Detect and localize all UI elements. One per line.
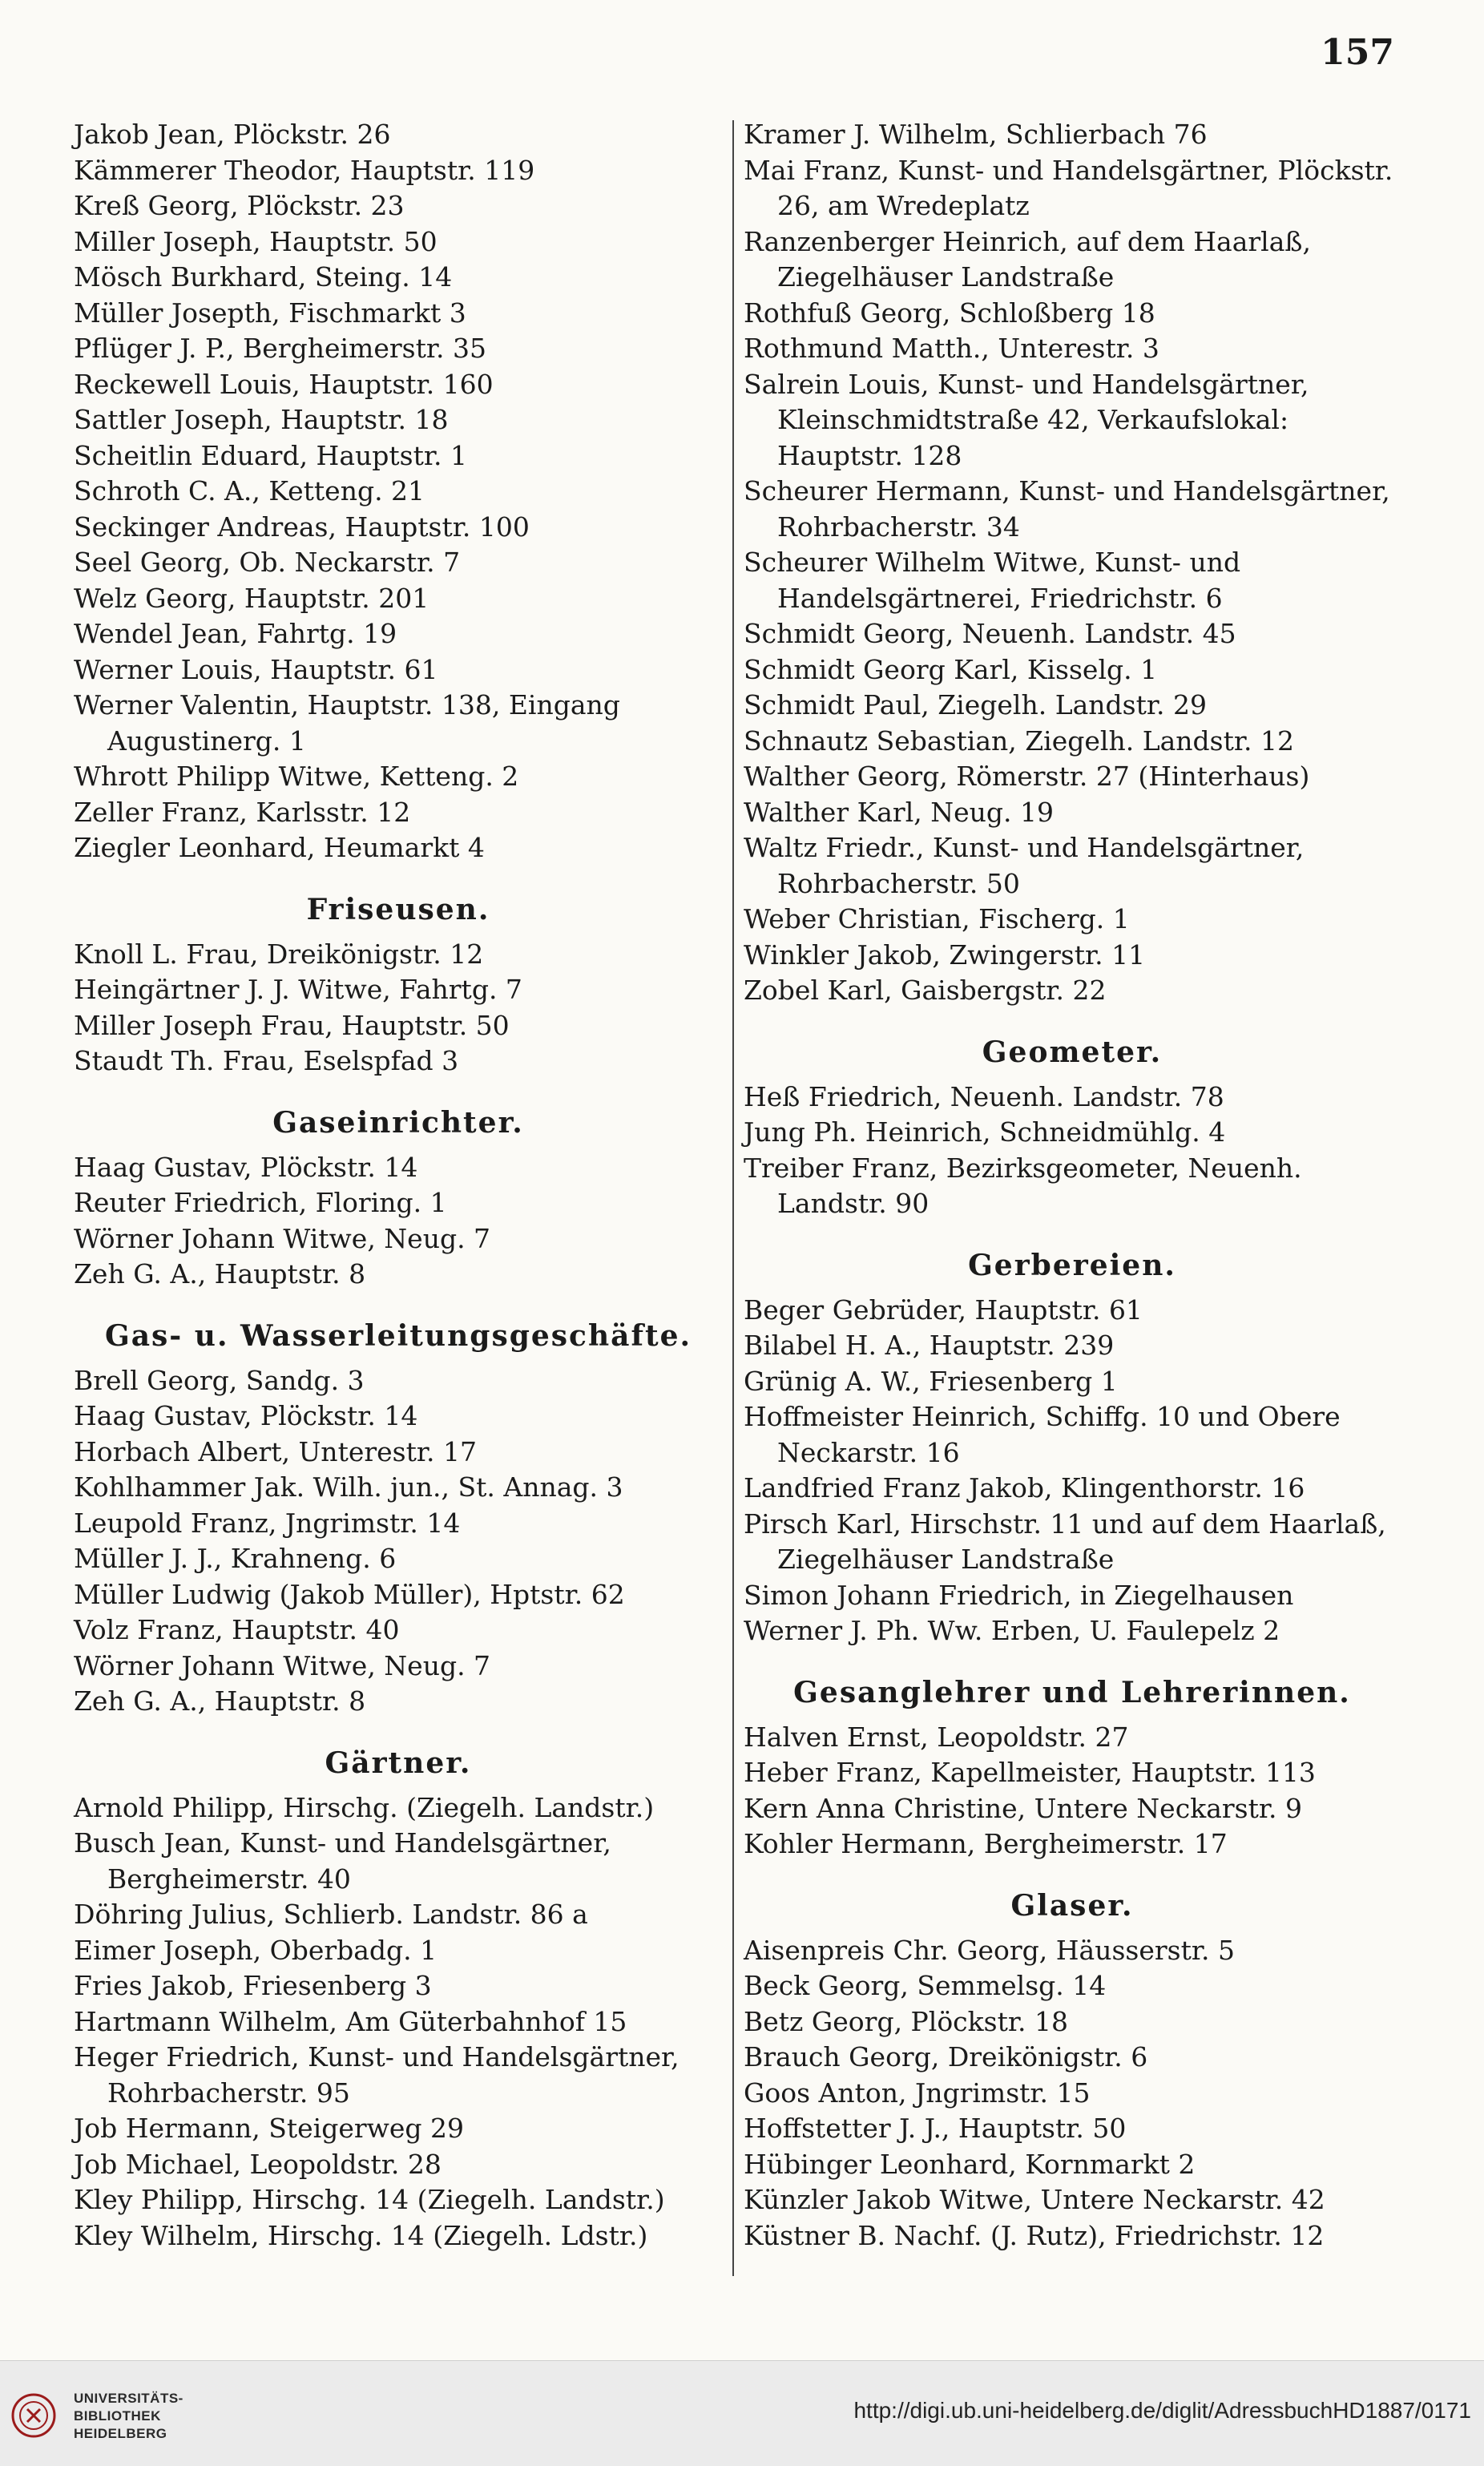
column-divider — [732, 120, 734, 2276]
directory-entry: Heß Friedrich, Neuenh. Landstr. 78 — [744, 1080, 1224, 1112]
directory-entry: Scheurer Wilhelm Witwe, Kunst- und Handelsgärtnerei, Friedrichstr. 6 — [744, 547, 1241, 614]
directory-entry: Schmidt Paul, Ziegelh. Landstr. 29 — [744, 689, 1207, 720]
directory-entry: Treiber Franz, Bezirksgeometer, Neuenh. Landstr. 90 — [744, 1152, 1302, 1219]
directory-entry: Simon Johann Friedrich, in Ziegelhausen — [744, 1579, 1294, 1611]
directory-entry: Brell Georg, Sandg. 3 — [74, 1364, 365, 1396]
directory-entry: Landfried Franz Jakob, Klingenthorstr. 16 — [744, 1472, 1305, 1503]
directory-entry: Beck Georg, Semmelsg. 14 — [744, 1970, 1107, 2001]
directory-entry: Reckewell Louis, Hauptstr. 160 — [74, 368, 494, 400]
directory-entry: Werner Louis, Hauptstr. 61 — [74, 653, 438, 685]
directory-entry: Winkler Jakob, Zwingerstr. 11 — [744, 938, 1146, 971]
directory-entry: Kreß Georg, Plöckstr. 23 — [74, 190, 405, 221]
viewer-footer — [0, 2360, 1484, 2466]
library-seal-icon — [11, 2393, 56, 2438]
directory-entry: Werner J. Ph. Ww. Erben, U. Faulepelz 2 — [744, 1615, 1280, 1646]
directory-entry: Scheurer Hermann, Kunst- und Handelsgärtner, Rohrbacherstr. 34 — [744, 475, 1390, 543]
directory-entry: Heber Franz, Kapellmeister, Hauptstr. 113 — [744, 1757, 1316, 1788]
directory-entry: Schmidt Georg Karl, Kisselg. 1 — [744, 653, 1158, 685]
directory-entry: Miller Joseph, Hauptstr. 50 — [74, 225, 438, 257]
directory-entry: Busch Jean, Kunst- und Handelsgärtner, Bergheimerstr. 40 — [74, 1827, 611, 1895]
directory-entry: Wörner Johann Witwe, Neug. 7 — [74, 1222, 491, 1254]
directory-entry: Kley Wilhelm, Hirschg. 14 (Ziegelh. Ldstr.) — [74, 2219, 648, 2251]
directory-entry: Scheitlin Eduard, Hauptstr. 1 — [74, 439, 467, 471]
directory-entry: Ranzenberger Heinrich, auf dem Haarlaß, Ziegelhäuser Landstraße — [744, 225, 1311, 293]
directory-entry: Whrott Philipp Witwe, Ketteng. 2 — [74, 761, 519, 792]
directory-entry: Kley Philipp, Hirschg. 14 (Ziegelh. Landstr.) — [74, 2184, 665, 2215]
section-heading: Gerbereien. — [968, 1248, 1176, 1282]
directory-entry: Horbach Albert, Unterestr. 17 — [74, 1435, 477, 1467]
directory-entry: Heingärtner J. J. Witwe, Fahrtg. 7 — [74, 974, 522, 1005]
directory-entry: Werner Valentin, Hauptstr. 138, Eingang Augustinerg. 1 — [74, 689, 620, 757]
directory-entry: Hartmann Wilhelm, Am Güterbahnhof 15 — [74, 2005, 627, 2037]
directory-entry: Döhring Julius, Schlierb. Landstr. 86 a — [74, 1899, 588, 1930]
directory-entry: Mösch Burkhard, Steing. 14 — [74, 261, 453, 293]
directory-entry: Walther Karl, Neug. 19 — [744, 796, 1054, 828]
logo-line: HEIDELBERG — [74, 2426, 167, 2441]
directory-entry: Halven Ernst, Leopoldstr. 27 — [744, 1721, 1129, 1753]
section-heading: Glaser. — [1010, 1888, 1134, 1923]
directory-entry: Rothfuß Georg, Schloßberg 18 — [744, 297, 1155, 329]
directory-entry: Fries Jakob, Friesenberg 3 — [74, 1970, 432, 2001]
logo-line: BIBLIOTHEK — [74, 2408, 161, 2424]
directory-entry: Heger Friedrich, Kunst- und Handelsgärtner, Rohrbacherstr. 95 — [74, 2041, 679, 2109]
directory-entry: Hoffmeister Heinrich, Schiffg. 10 und Obere Neckarstr. 16 — [744, 1401, 1341, 1468]
section-heading: Geometer. — [982, 1035, 1163, 1069]
directory-entry: Pflüger J. P., Bergheimerstr. 35 — [74, 333, 486, 364]
directory-entry: Seckinger Andreas, Hauptstr. 100 — [74, 511, 530, 543]
directory-entry: Zeller Franz, Karlsstr. 12 — [74, 796, 411, 828]
directory-entry: Rothmund Matth., Unterestr. 3 — [744, 333, 1159, 364]
directory-entry: Schroth C. A., Ketteng. 21 — [74, 475, 425, 507]
section-heading: Gesanglehrer und Lehrerinnen. — [793, 1675, 1351, 1709]
directory-entry: Sattler Joseph, Hauptstr. 18 — [74, 404, 449, 435]
directory-entry: Waltz Friedr., Kunst- und Handelsgärtner, Rohrbacherstr. 50 — [744, 832, 1305, 899]
directory-entry: Volz Franz, Hauptstr. 40 — [74, 1614, 400, 1645]
directory-entry: Haag Gustav, Plöckstr. 14 — [74, 1151, 418, 1183]
directory-entry: Kohler Hermann, Bergheimerstr. 17 — [744, 1828, 1228, 1859]
logo-line: UNIVERSITÄTS- — [74, 2391, 183, 2406]
directory-entry: Brauch Georg, Dreikönigstr. 6 — [744, 2041, 1148, 2072]
directory-entry: Kern Anna Christine, Untere Neckarstr. 9 — [744, 1792, 1302, 1824]
directory-entry: Haag Gustav, Plöckstr. 14 — [74, 1400, 418, 1431]
directory-entry: Salrein Louis, Kunst- und Handelsgärtner, Kleinschmidtstraße 42, Verkaufslokal: Hauptstr. 128 — [744, 368, 1309, 471]
directory-entry: Welz Georg, Hauptstr. 201 — [74, 582, 429, 614]
directory-entry: Hoffstetter J. J., Hauptstr. 50 — [744, 2113, 1127, 2144]
section-heading: Friseusen. — [306, 892, 490, 926]
page-number: 157 — [1321, 32, 1394, 73]
section-heading: Gas- u. Wasserleitungsgeschäfte. — [104, 1318, 692, 1353]
directory-entry: Reuter Friedrich, Floring. 1 — [74, 1187, 447, 1218]
directory-entry: Betz Georg, Plöckstr. 18 — [744, 2005, 1068, 2037]
directory-entry: Hübinger Leonhard, Kornmarkt 2 — [744, 2148, 1196, 2180]
directory-entry: Kohlhammer Jak. Wilh. jun., St. Annag. 3 — [74, 1471, 623, 1503]
directory-entry: Müller J. J., Krahneng. 6 — [74, 1543, 397, 1574]
directory-entry: Küstner B. Nachf. (J. Rutz), Friedrichstr. 12 — [744, 2219, 1325, 2251]
directory-entry: Müller Josepth, Fischmarkt 3 — [74, 297, 466, 329]
directory-entry: Leupold Franz, Jngrimstr. 14 — [74, 1507, 461, 1539]
directory-entry: Walther Georg, Römerstr. 27 (Hinterhaus) — [744, 761, 1310, 792]
directory-entry: Ziegler Leonhard, Heumarkt 4 — [74, 832, 485, 863]
directory-entry: Aisenpreis Chr. Georg, Häusserstr. 5 — [744, 1934, 1235, 1966]
directory-entry: Künzler Jakob Witwe, Untere Neckarstr. 42 — [744, 2184, 1325, 2215]
directory-entry: Kramer J. Wilhelm, Schlierbach 76 — [744, 119, 1208, 150]
right-column — [744, 117, 1401, 2254]
library-logo-text — [74, 2390, 183, 2443]
directory-entry: Job Michael, Leopoldstr. 28 — [74, 2148, 442, 2180]
directory-entry: Goos Anton, Jngrimstr. 15 — [744, 2077, 1091, 2109]
directory-entry: Schmidt Georg, Neuenh. Landstr. 45 — [744, 618, 1236, 649]
directory-entry: Jung Ph. Heinrich, Schneidmühlg. 4 — [744, 1116, 1226, 1148]
directory-entry: Knoll L. Frau, Dreikönigstr. 12 — [74, 938, 484, 970]
directory-entry: Beger Gebrüder, Hauptstr. 61 — [744, 1294, 1143, 1326]
directory-entry: Kämmerer Theodor, Hauptstr. 119 — [74, 154, 535, 186]
left-column — [74, 117, 723, 2254]
directory-entry: Grünig A. W., Friesenberg 1 — [744, 1365, 1118, 1397]
directory-entry: Bilabel H. A., Hauptstr. 239 — [744, 1330, 1115, 1361]
directory-entry: Weber Christian, Fischerg. 1 — [744, 903, 1130, 934]
directory-entry: Miller Joseph Frau, Hauptstr. 50 — [74, 1009, 510, 1041]
directory-entry: Müller Ludwig (Jakob Müller), Hptstr. 62 — [74, 1578, 625, 1610]
directory-entry: Mai Franz, Kunst- und Handelsgärtner, Plöckstr. 26, am Wredeplatz — [744, 154, 1393, 221]
directory-entry: Arnold Philipp, Hirschg. (Ziegelh. Landstr.) — [74, 1791, 655, 1823]
section-heading: Gärtner. — [325, 1746, 472, 1780]
directory-entry: Staudt Th. Frau, Eselspfad 3 — [74, 1045, 459, 1076]
directory-entry: Zeh G. A., Hauptstr. 8 — [74, 1258, 366, 1290]
directory-entry: Eimer Joseph, Oberbadg. 1 — [74, 1934, 438, 1966]
directory-entry: Wörner Johann Witwe, Neug. 7 — [74, 1649, 491, 1681]
directory-entry: Job Hermann, Steigerweg 29 — [74, 2113, 465, 2144]
directory-entry: Zobel Karl, Gaisbergstr. 22 — [744, 975, 1107, 1006]
directory-entry: Schnautz Sebastian, Ziegelh. Landstr. 12 — [744, 724, 1294, 757]
directory-entry: Zeh G. A., Hauptstr. 8 — [74, 1685, 366, 1717]
permalink-url[interactable]: http://digi.ub.uni-heidelberg.de/diglit/AdressbuchHD1887/0171 — [853, 2398, 1471, 2423]
directory-entry: Wendel Jean, Fahrtg. 19 — [74, 618, 397, 649]
directory-entry: Seel Georg, Ob. Neckarstr. 7 — [74, 547, 461, 578]
directory-entry: Pirsch Karl, Hirschstr. 11 und auf dem Haarlaß, Ziegelhäuser Landstraße — [744, 1507, 1386, 1575]
section-heading: Gaseinrichter. — [272, 1105, 524, 1140]
directory-entry: Jakob Jean, Plöckstr. 26 — [74, 119, 391, 150]
